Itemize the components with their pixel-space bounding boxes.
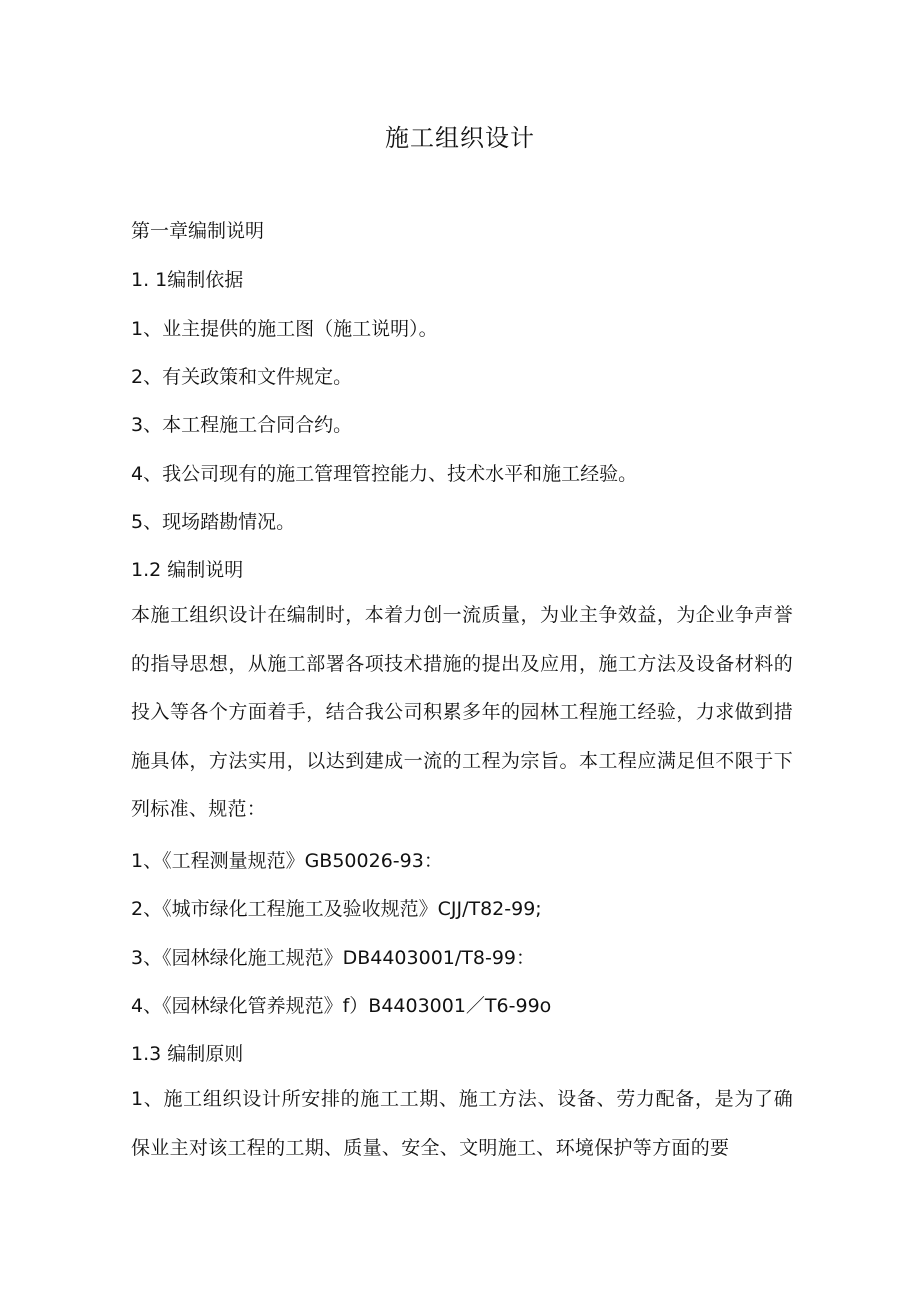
description-paragraph: 本施工组织设计在编制时，本着力创一流质量，为业主争效益，为企业争声誉的指导思想，从施工部署各项技术措施的提出及应用，施工方法及设备材料的投入等各个方面着手，结合我公司积累多年的园林工程施工经验，力求做到措施具体，方法实用，以达到建成一流的工程为宗旨。本工程应满足但不限于下列标准、规范： (131, 604, 793, 821)
basis-item-5: 5、现场踏勘情况。 (131, 511, 296, 533)
standard-item-2: 2、《城市绿化工程施工及验收规范》CJJ/T82-99; (131, 898, 542, 920)
standard-item-1: 1、《工程测量规范》GB50026-93： (131, 850, 443, 872)
section-heading-1-2: 1.2 编制说明 (131, 559, 244, 581)
chapter-heading: 第一章编制说明 (131, 220, 265, 242)
standard-item-4: 4、《园林绿化管养规范》f）B4403001／T6-99o (131, 995, 552, 1017)
section-heading-1-1: 1. 1编制依据 (131, 269, 244, 291)
section-heading-1-3: 1.3 编制原则 (131, 1043, 244, 1065)
standard-item-3: 3、《园林绿化施工规范》DB4403001/T8-99： (131, 947, 536, 969)
basis-item-3: 3、本工程施工合同合约。 (131, 414, 353, 436)
basis-item-1: 1、业主提供的施工图（施工说明）。 (131, 318, 438, 340)
document-title: 施工组织设计 (385, 124, 535, 152)
principle-paragraph: 1、施工组织设计所安排的施工工期、施工方法、设备、劳力配备，是为了确保业主对该工程的工期、质量、安全、文明施工、环境保护等方面的要 (131, 1088, 793, 1159)
basis-item-2: 2、有关政策和文件规定。 (131, 366, 353, 388)
basis-item-4: 4、我公司现有的施工管理管控能力、技术水平和施工经验。 (131, 463, 638, 485)
